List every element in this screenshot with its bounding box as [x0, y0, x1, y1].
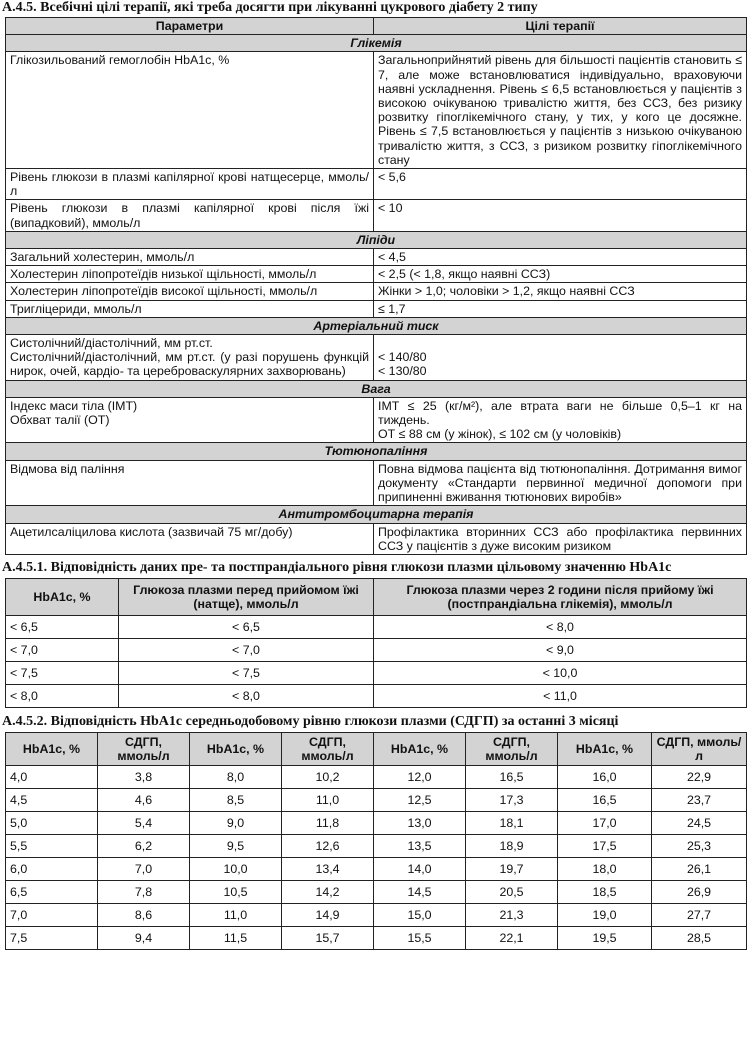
category-label: Ліпіди — [6, 231, 747, 248]
table-row — [6, 926, 747, 949]
hba1c-cell: 19,5 — [558, 926, 652, 949]
parameter-cell — [6, 523, 374, 554]
mean-glucose-cell: 20,5 — [466, 880, 558, 903]
mean-glucose-cell: 26,1 — [652, 857, 747, 880]
header-row — [6, 18, 747, 35]
goal-cell — [374, 335, 747, 381]
goal-cell — [374, 52, 747, 169]
table-row — [6, 880, 747, 903]
hba1c-cell: 8,5 — [190, 788, 282, 811]
mean-glucose-cell: 6,2 — [98, 834, 190, 857]
hba1c-cell: 10,5 — [190, 880, 282, 903]
table-row — [6, 765, 747, 788]
table-row — [6, 300, 747, 317]
table-row — [6, 283, 747, 300]
goal-text: < 2,5 (< 1,8, якщо наявні ССЗ) — [378, 267, 551, 282]
hba1c-glucose-table — [5, 578, 747, 708]
category-row — [6, 35, 747, 52]
mean-glucose-cell: 14,9 — [282, 903, 374, 926]
parameter-text: Систолічний/діастолічний, мм рт.ст. — [10, 336, 213, 351]
table-row — [6, 460, 747, 506]
mean-glucose-cell: 5,4 — [98, 811, 190, 834]
hba1c-cell: 5,5 — [6, 834, 98, 857]
goal-text: Загальноприйнятий рівень для більшості пацієнтів становить ≤ 7, але може встановлюватися індивідуально, враховуючи наявні ускладнення. Рівень ≤ 6,5 встановлюється у пацієнтів з високою очікуваною тривалістю життя, без ССЗ, без ризику розвитку гіпоглікемічного стану, у тих, у кого це досяжне. Рівень ≤ 7,5 встановлюється у пацієнтів з низькою очікуваною тривалістю життя, з ССЗ, з ризиком розвитку гіпоглікемічного стану — [378, 53, 742, 167]
mean-glucose-cell: 9,4 — [98, 926, 190, 949]
header-mean-glucose-4: СДГП, ммоль/л — [652, 732, 747, 765]
mean-glucose-cell: 13,4 — [282, 857, 374, 880]
hba1c-cell: 11,0 — [190, 903, 282, 926]
parameter-text: Рівень глюкози в плазмі капілярної крові натщесерце, ммоль/л — [10, 170, 369, 199]
goal-cell — [374, 300, 747, 317]
goal-text: < 4,5 — [378, 250, 406, 265]
mean-glucose-cell: 23,7 — [652, 788, 747, 811]
fasting-glucose-cell: < 7,0 — [119, 638, 374, 661]
fasting-glucose-cell: < 7,5 — [119, 661, 374, 684]
table-row — [6, 249, 747, 266]
header-mean-glucose-3: СДГП, ммоль/л — [466, 732, 558, 765]
goal-text: ≤ 1,7 — [378, 301, 406, 316]
hba1c-cell: 8,0 — [190, 765, 282, 788]
hba1c-cell: 15,0 — [374, 903, 466, 926]
header-fasting-glucose: Глюкоза плазми перед прийомом їжі (натще), ммоль/л — [119, 578, 374, 615]
goal-cell — [374, 266, 747, 283]
parameter-cell — [6, 300, 374, 317]
hba1c-cell: 17,0 — [558, 811, 652, 834]
table-row — [6, 788, 747, 811]
mean-glucose-cell: 28,5 — [652, 926, 747, 949]
hba1c-cell: 9,5 — [190, 834, 282, 857]
header-postprandial-glucose: Глюкоза плазми через 2 години після прийому їжі (постпрандіальна глікемія), ммоль/л — [374, 578, 747, 615]
postprandial-glucose-cell: < 11,0 — [374, 684, 747, 707]
hba1c-cell: 12,0 — [374, 765, 466, 788]
header-hba1c-4: HbA1c, % — [558, 732, 652, 765]
mean-glucose-cell: 18,9 — [466, 834, 558, 857]
header-mean-glucose-1: СДГП, ммоль/л — [98, 732, 190, 765]
section-title-hba1c-glucose: А.4.5.1. Відповідність даних пре- та постпрандіального рівня глюкози плазми цільовому значенню HbA1c — [2, 559, 672, 575]
mean-glucose-cell: 7,0 — [98, 857, 190, 880]
parameter-text: Систолічний/діастолічний, мм рт.ст. (у разі порушень функцій нирок, очей, кардіо- та цереброваскулярних захворювань) — [10, 350, 369, 379]
hba1c-cell: 6,0 — [6, 857, 98, 880]
mean-glucose-cell: 22,1 — [466, 926, 558, 949]
table-row — [6, 903, 747, 926]
header-hba1c: HbA1c, % — [6, 578, 119, 615]
mean-glucose-cell: 11,8 — [282, 811, 374, 834]
goal-text: ІМТ ≤ 25 (кг/м²), але втрата ваги не більше 0,5–1 кг на тиждень. — [378, 398, 742, 428]
hba1c-cell: 17,5 — [558, 834, 652, 857]
parameter-text: Ацетилсаліцилова кислота (зазвичай 75 мг/добу) — [10, 524, 293, 539]
parameter-text: Індекс маси тіла (ІМТ) — [10, 398, 138, 413]
parameter-cell — [6, 397, 374, 443]
goal-cell — [374, 523, 747, 554]
goal-text: < 10 — [378, 201, 403, 216]
goal-cell — [374, 460, 747, 506]
hba1c-cell: 10,0 — [190, 857, 282, 880]
section-title-hba1c-mean-glucose: А.4.5.2. Відповідність HbA1c середньодобовому рівню глюкози плазми (СДГП) за останні 3 місяці — [2, 713, 619, 729]
category-label: Антитромбоцитарна терапія — [6, 506, 747, 523]
parameter-text: Глікозильований гемоглобін HbA1c, % — [10, 53, 230, 68]
parameter-text: Рівень глюкози в плазмі капілярної крові після їжі (випадковий), ммоль/л — [10, 201, 369, 230]
mean-glucose-cell: 8,6 — [98, 903, 190, 926]
section-hba1c-glucose — [0, 558, 751, 708]
mean-glucose-cell: 24,5 — [652, 811, 747, 834]
parameter-cell — [6, 335, 374, 381]
category-row — [6, 231, 747, 248]
hba1c-cell: 18,0 — [558, 857, 652, 880]
parameter-cell — [6, 283, 374, 300]
hba1c-cell: 6,5 — [6, 880, 98, 903]
mean-glucose-cell: 26,9 — [652, 880, 747, 903]
goal-cell — [374, 249, 747, 266]
fasting-glucose-cell: < 8,0 — [119, 684, 374, 707]
header-parameters: Параметри — [6, 18, 374, 35]
category-row — [6, 506, 747, 523]
hba1c-cell: < 7,5 — [6, 661, 119, 684]
hba1c-cell: 14,5 — [374, 880, 466, 903]
hba1c-cell: 4,0 — [6, 765, 98, 788]
hba1c-mean-glucose-table — [5, 732, 747, 950]
parameter-cell — [6, 169, 374, 200]
hba1c-cell: 13,5 — [374, 834, 466, 857]
category-row — [6, 317, 747, 334]
goal-cell — [374, 200, 747, 231]
hba1c-cell: 4,5 — [6, 788, 98, 811]
parameter-cell — [6, 249, 374, 266]
table-row — [6, 615, 747, 638]
category-label: Глікемія — [6, 35, 747, 52]
hba1c-cell: 5,0 — [6, 811, 98, 834]
parameter-text: Загальний холестерин, ммоль/л — [10, 250, 195, 265]
table-row — [6, 266, 747, 283]
category-label: Тютюнопаління — [6, 443, 747, 460]
table-row — [6, 661, 747, 684]
parameter-cell — [6, 200, 374, 231]
hba1c-cell: < 8,0 — [6, 684, 119, 707]
parameter-text: Тригліцериди, ммоль/л — [10, 301, 142, 316]
mean-glucose-cell: 17,3 — [466, 788, 558, 811]
table-row — [6, 169, 747, 200]
table-row — [6, 523, 747, 554]
mean-glucose-cell: 21,3 — [466, 903, 558, 926]
mean-glucose-cell: 3,8 — [98, 765, 190, 788]
parameter-text: Холестерин ліпопротеїдів низької щільності, ммоль/л — [10, 267, 317, 282]
table-row — [6, 335, 747, 381]
mean-glucose-cell: 14,2 — [282, 880, 374, 903]
mean-glucose-cell: 16,5 — [466, 765, 558, 788]
header-mean-glucose-2: СДГП, ммоль/л — [282, 732, 374, 765]
table-row — [6, 811, 747, 834]
parameter-text: Відмова від паління — [10, 461, 125, 476]
hba1c-cell: 12,5 — [374, 788, 466, 811]
hba1c-cell: 18,5 — [558, 880, 652, 903]
goal-text: < 130/80 — [378, 364, 427, 379]
category-row — [6, 380, 747, 397]
table-row — [6, 52, 747, 169]
header-hba1c-2: HbA1c, % — [190, 732, 282, 765]
section-hba1c-mean-glucose — [0, 712, 751, 950]
parameter-cell — [6, 266, 374, 283]
goal-text: < 140/80 — [378, 350, 427, 365]
mean-glucose-cell: 25,3 — [652, 834, 747, 857]
header-goals: Цілі терапії — [374, 18, 747, 35]
category-label: Артеріальний тиск — [6, 317, 747, 334]
hba1c-cell: 7,5 — [6, 926, 98, 949]
parameter-text: Холестерин ліпопротеїдів високої щільності, ммоль/л — [10, 284, 318, 299]
table-row — [6, 834, 747, 857]
hba1c-cell: 9,0 — [190, 811, 282, 834]
mean-glucose-cell: 18,1 — [466, 811, 558, 834]
fasting-glucose-cell: < 6,5 — [119, 615, 374, 638]
mean-glucose-cell: 15,7 — [282, 926, 374, 949]
table-row — [6, 200, 747, 231]
goal-text: ОТ ≤ 88 см (у жінок), ≤ 102 см (у чоловіків) — [378, 427, 622, 442]
hba1c-cell: 14,0 — [374, 857, 466, 880]
category-row — [6, 443, 747, 460]
table-row — [6, 857, 747, 880]
hba1c-cell: 7,0 — [6, 903, 98, 926]
section-title-goals: А.4.5. Всебічні цілі терапії, які треба досягти при лікуванні цукрового діабету 2 типу — [2, 0, 538, 15]
mean-glucose-cell: 4,6 — [98, 788, 190, 811]
postprandial-glucose-cell: < 8,0 — [374, 615, 747, 638]
parameter-cell — [6, 460, 374, 506]
table-row — [6, 684, 747, 707]
goal-text: Жінки > 1,0; чоловіки > 1,2, якщо наявні ССЗ — [378, 284, 635, 299]
goal-text: Повна відмова пацієнта від тютюнопаління. Дотримання вимог документу «Стандарти первинної медичної допомоги при припиненні вживання тютюнових виробів» — [378, 461, 742, 505]
mean-glucose-cell: 27,7 — [652, 903, 747, 926]
table-row — [6, 638, 747, 661]
hba1c-cell: 11,5 — [190, 926, 282, 949]
goal-cell — [374, 397, 747, 443]
parameter-cell — [6, 52, 374, 169]
hba1c-cell: 13,0 — [374, 811, 466, 834]
goal-text: < 5,6 — [378, 170, 406, 185]
hba1c-cell: 16,0 — [558, 765, 652, 788]
mean-glucose-cell: 19,7 — [466, 857, 558, 880]
postprandial-glucose-cell: < 10,0 — [374, 661, 747, 684]
mean-glucose-cell: 7,8 — [98, 880, 190, 903]
parameter-text: Обхват талії (ОТ) — [10, 413, 110, 428]
header-row — [6, 578, 747, 615]
hba1c-cell: 15,5 — [374, 926, 466, 949]
mean-glucose-cell: 22,9 — [652, 765, 747, 788]
table-row — [6, 397, 747, 443]
hba1c-cell: 19,0 — [558, 903, 652, 926]
mean-glucose-cell: 12,6 — [282, 834, 374, 857]
goal-text: Профілактика вторинних ССЗ або профілактика первинних ССЗ у пацієнтів з дуже високим ризиком — [378, 524, 742, 553]
header-hba1c-1: HbA1c, % — [6, 732, 98, 765]
hba1c-cell: < 7,0 — [6, 638, 119, 661]
header-hba1c-3: HbA1c, % — [374, 732, 466, 765]
mean-glucose-cell: 10,2 — [282, 765, 374, 788]
goals-table — [5, 17, 747, 555]
hba1c-cell: 16,5 — [558, 788, 652, 811]
header-row — [6, 732, 747, 765]
category-label: Вага — [6, 380, 747, 397]
hba1c-cell: < 6,5 — [6, 615, 119, 638]
goal-cell — [374, 283, 747, 300]
goal-cell — [374, 169, 747, 200]
mean-glucose-cell: 11,0 — [282, 788, 374, 811]
postprandial-glucose-cell: < 9,0 — [374, 638, 747, 661]
